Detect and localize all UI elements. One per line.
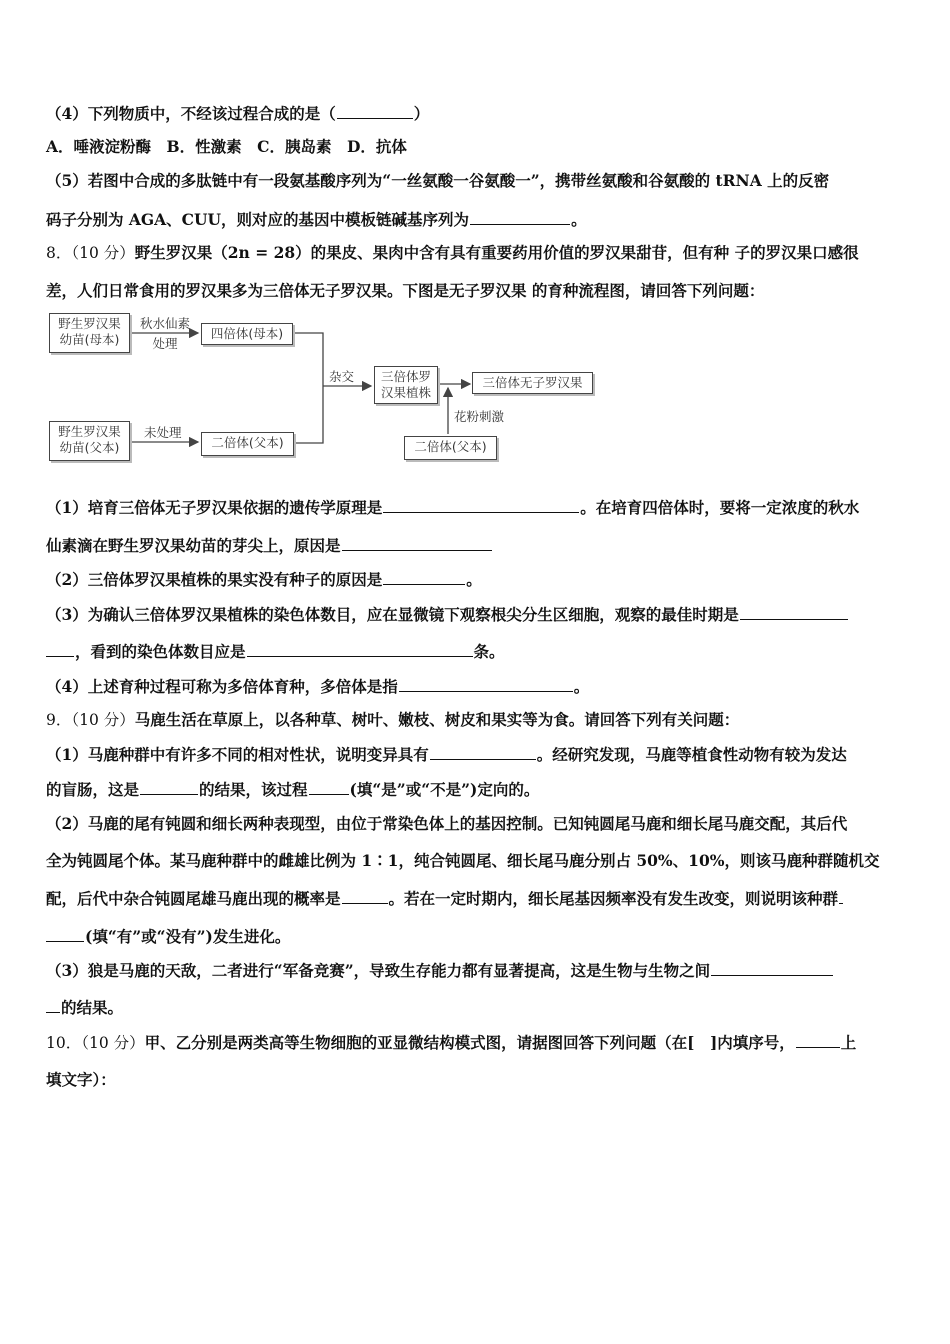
breeding-flowchart — [46, 308, 606, 473]
wild-father-box: 野生罗汉果幼苗(父本) — [49, 421, 130, 461]
q7-part4-options: A．唾液淀粉酶 B．性激素 C．胰岛素 D．抗体 — [46, 137, 407, 156]
answer-blank[interactable] — [430, 744, 536, 760]
q10-stem-line1: 10．（10 分）甲、乙分别是两类高等生物细胞的亚显微结构模式图，请据图回答下列问题（在[ ]内填序号， 上 — [46, 1033, 857, 1052]
diploid-pollen-box: 二倍体(父本) — [404, 436, 497, 460]
q8-part1-line1: （1）培育三倍体无子罗汉果依据的遗传学原理是 。在培育四倍体时，要将一定浓度的秋水 — [46, 498, 860, 517]
answer-blank[interactable] — [740, 604, 848, 620]
diploid-father-box: 二倍体(父本) — [201, 432, 294, 456]
q8-stem-line1: 8．（10 分）野生罗汉果（2n = 28）的果皮、果肉中含有具有重要药用价值的罗汉果甜苷，但有种 子的罗汉果口感很 — [46, 243, 859, 262]
q8-part3-line1: （3）为确认三倍体罗汉果植株的染色体数目，应在显微镜下观察根尖分生区细胞，观察的最佳时期是 — [46, 604, 849, 625]
untreated-label: 未处理 — [144, 425, 182, 440]
triploid-plant-box: 三倍体罗汉果植株 — [374, 366, 438, 404]
answer-blank[interactable] — [46, 926, 84, 942]
colchicine-label: 秋水仙素处理 — [139, 316, 190, 351]
cross-label: 杂交 — [329, 369, 355, 384]
q9-stem: 9．（10 分）马鹿生活在草原上，以各种草、树叶、嫩枝、树皮和果实等为食。请回答下列有关问题： — [46, 710, 740, 729]
q10-stem-line2: 填文字）： — [46, 1070, 116, 1089]
answer-blank[interactable] — [342, 888, 388, 904]
answer-blank[interactable] — [796, 1032, 840, 1048]
answer-blank[interactable] — [309, 779, 349, 795]
q8-stem-line2: 差，人们日常食用的罗汉果多为三倍体无子罗汉果。下图是无子罗汉果 的育种流程图，请回答下列问题： — [46, 281, 765, 300]
question-number: 10．（10 分） — [46, 1034, 145, 1052]
q9-part1-line2: 的盲肠，这是 的结果，该过程 (填“是”或“不是”)定向的。 — [46, 780, 540, 799]
answer-blank[interactable] — [46, 641, 74, 657]
question-number: 8．（10 分） — [46, 244, 135, 262]
answer-blank[interactable] — [711, 960, 833, 976]
q9-part1-line1: （1）马鹿种群中有许多不同的相对性状，说明变异具有 。经研究发现，马鹿等植食性动物有较为发达 — [46, 745, 847, 764]
wild-mother-box: 野生罗汉果幼苗(母本) — [49, 313, 130, 353]
tetraploid-box: 四倍体(母本) — [201, 323, 293, 345]
q8-part3-line2: ，看到的染色体数目应是 条。 — [46, 641, 505, 662]
q8-part4: （4）上述育种过程可称为多倍体育种，多倍体是指 。 — [46, 677, 590, 696]
q9-part2-line2: 全为钝圆尾个体。某马鹿种群中的雌雄比例为 1∶1，纯合钝圆尾、细长尾马鹿分别占 50%、10%，则该马鹿种群随机交 — [46, 851, 880, 870]
q8-part2: （2）三倍体罗汉果植株的果实没有种子的原因是 。 — [46, 570, 482, 589]
q8-part1-line2: 仙素滴在野生罗汉果幼苗的芽尖上，原因是 — [46, 535, 493, 556]
answer-blank[interactable] — [383, 569, 465, 585]
answer-blank[interactable] — [342, 535, 492, 551]
answer-blank[interactable] — [383, 497, 579, 513]
q9-part3-line2: 的结果。 — [46, 997, 123, 1018]
question-number: 9．（10 分） — [46, 711, 135, 729]
q7-part5-line1: （5）若图中合成的多肽链中有一段氨基酸序列为“一丝氨酸一谷氨酸一”，携带丝氨酸和谷氨酸的 tRNA 上的反密 — [46, 171, 830, 190]
answer-blank[interactable] — [470, 209, 570, 225]
q9-part2-line3: 配，后代中杂合钝圆尾雄马鹿出现的概率是 。若在一定时期内，细长尾基因频率没有发生改变，则说明该种群 — [46, 888, 844, 909]
seedless-fruit-box: 三倍体无子罗汉果 — [472, 372, 593, 394]
q7-part4-text: （4）下列物质中，不经该过程合成的是（ — [46, 104, 336, 123]
answer-blank[interactable] — [140, 779, 198, 795]
q9-part2-line4: (填“有”或“没有”)发生进化。 — [46, 926, 290, 947]
answer-blank[interactable] — [247, 641, 473, 657]
pollen-label: 花粉刺激 — [454, 409, 505, 424]
answer-blank[interactable] — [839, 888, 843, 904]
q7-part4-stem: （4）下列物质中，不经该过程合成的是（ ） — [46, 104, 430, 123]
q9-part2-line1: （2）马鹿的尾有钝圆和细长两种表现型，由位于常染色体上的基因控制。已知钝圆尾马鹿和细长尾马鹿交配，其后代 — [46, 814, 848, 833]
q9-part3-line1: （3）狼是马鹿的天敌，二者进行“军备竞赛”，导致生存能力都有显著提高，这是生物与生物之间 — [46, 960, 834, 981]
answer-blank[interactable] — [399, 676, 573, 692]
answer-blank[interactable] — [46, 997, 60, 1013]
q7-part5-line2: 码子分别为 AGA、CUU，则对应的基因中模板链碱基序列为 。 — [46, 210, 587, 229]
answer-blank[interactable] — [337, 103, 413, 119]
line-cross-merge — [294, 333, 323, 443]
